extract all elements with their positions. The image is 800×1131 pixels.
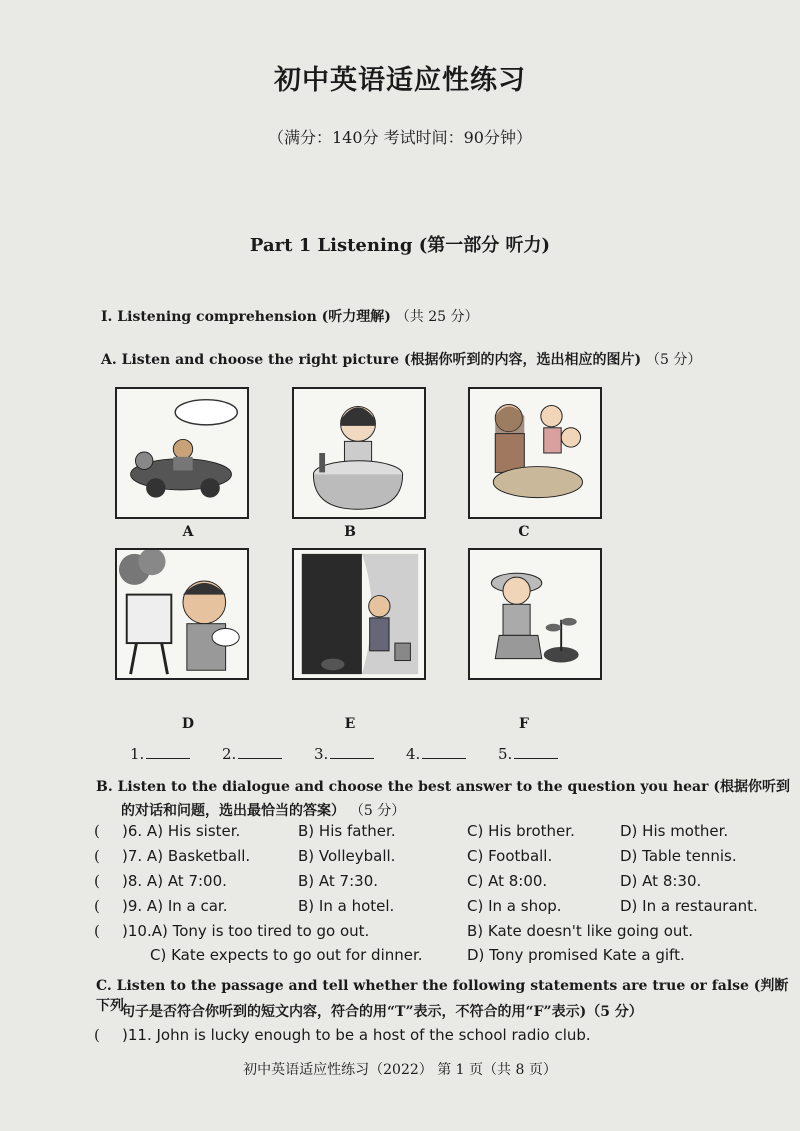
section-i-heading	[101, 306, 479, 326]
picture-label-b: B	[344, 524, 356, 540]
q8-option-d: D) At 8:30.	[620, 872, 702, 890]
exam-info: （满分：140分 考试时间：90分钟）	[268, 128, 532, 147]
picture-f	[468, 548, 602, 680]
section-b-heading-line2: 的对话和问题，选出最恰当的答案） （5 分）	[121, 803, 406, 819]
question-6: )6. A) His sister.	[122, 822, 241, 840]
page-title: 初中英语适应性练习	[274, 65, 526, 96]
picture-label-c: C	[518, 524, 530, 540]
picture-c	[468, 387, 602, 519]
section-c-heading-line2: 句子是否符合你听到的短文内容，符合的用“T”表示，不符合的用“F”表示)（5 分）	[121, 1004, 643, 1020]
picture-label-e: E	[344, 716, 356, 732]
q6-option-d: D) His mother.	[620, 822, 729, 840]
picture-label-a: A	[182, 524, 194, 540]
q10-option-d: D) Tony promised Kate a gift.	[467, 946, 685, 964]
picture-b	[292, 387, 426, 519]
section-a-points: （5 分）	[646, 352, 702, 368]
q9-option-c: C) In a shop.	[467, 897, 562, 915]
boy-in-flying-car-icon	[117, 389, 247, 517]
section-b-points: （5 分）	[349, 803, 406, 819]
girl-in-bathtub-icon	[294, 389, 424, 517]
blank-5[interactable]: 5.	[498, 744, 590, 763]
question-7: )7. A) Basketball.	[122, 847, 251, 865]
blank-1[interactable]: 1.	[130, 744, 222, 763]
q9-option-b: B) In a hotel.	[298, 897, 395, 915]
q8-option-c: C) At 8:00.	[467, 872, 548, 890]
question-10: )10.A) Tony is too tired to go out.	[122, 922, 370, 940]
q9-option-d: D) In a restaurant.	[620, 897, 758, 915]
page-footer: 初中英语适应性练习（2022） 第 1 页（共 8 页）	[243, 1062, 557, 1078]
picture-a	[115, 387, 249, 519]
picture-e	[292, 548, 426, 680]
q7-option-d: D) Table tennis.	[620, 847, 737, 865]
q6-option-b: B) His father.	[298, 822, 396, 840]
picture-label-f: F	[519, 716, 529, 732]
picture-d	[115, 548, 249, 680]
q7-option-b: B) Volleyball.	[298, 847, 396, 865]
section-a-heading	[101, 349, 701, 369]
part-heading: Part 1 Listening (第一部分 听力)	[249, 235, 551, 256]
boy-painting-at-easel-icon	[117, 550, 247, 678]
section-i-label: I. Listening comprehension (听力理解)	[101, 309, 391, 325]
q7-option-c: C) Football.	[467, 847, 553, 865]
blank-3[interactable]: 3.	[314, 744, 406, 763]
blank-4[interactable]: 4.	[406, 744, 498, 763]
q10-option-b: B) Kate doesn't like going out.	[467, 922, 694, 940]
girl-planting-flower-icon	[470, 550, 600, 678]
section-b-heading-line1: B. Listen to the dialogue and choose the best answer to the question you hear (根据你听到	[96, 779, 790, 795]
section-a-label: A. Listen and choose the right picture (根据你听到的内容，选出相应的图片)	[101, 352, 642, 368]
section-c-heading-line1: C. Listen to the passage and tell whether the following statements are true or false (判断下列	[96, 978, 789, 1014]
boy-with-bucket-by-curtain-icon	[294, 550, 424, 678]
q10-option-c: C) Kate expects to go out for dinner.	[150, 946, 423, 964]
question-11: )11. John is lucky enough to be a host of the school radio club.	[122, 1026, 591, 1044]
blank-2[interactable]: 2.	[222, 744, 314, 763]
q8-option-b: B) At 7:30.	[298, 872, 379, 890]
q6-option-c: C) His brother.	[467, 822, 575, 840]
question-8: )8. A) At 7:00.	[122, 872, 227, 890]
question-9: )9. A) In a car.	[122, 897, 228, 915]
section-i-points: （共 25 分）	[395, 309, 479, 325]
answer-blanks	[130, 744, 590, 763]
mother-and-children-eating-icon	[470, 389, 600, 517]
picture-label-d: D	[181, 716, 195, 732]
